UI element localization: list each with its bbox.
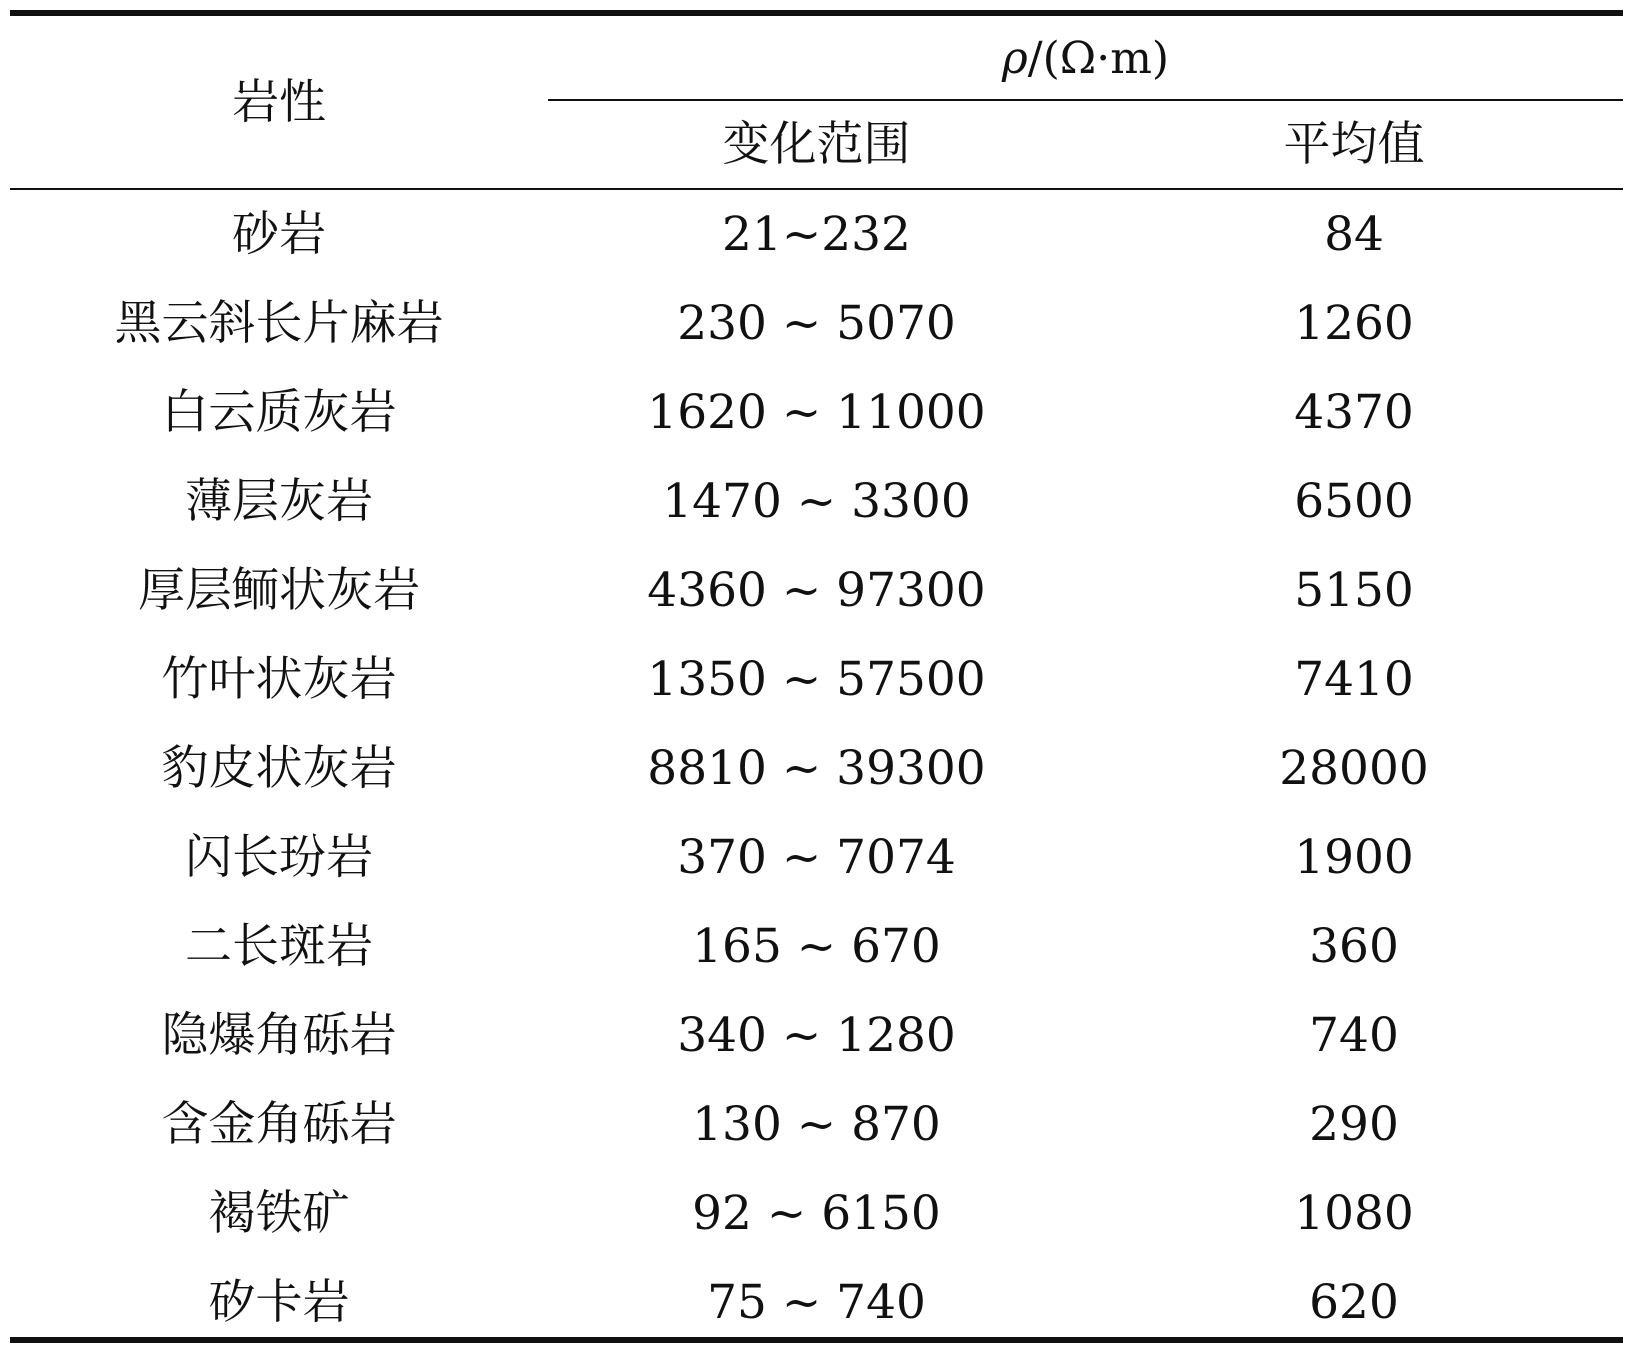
lithology-cell: 薄层灰岩 <box>185 474 373 529</box>
mean-cell: 1260 <box>1294 296 1414 351</box>
lithology-cell: 矽卡岩 <box>208 1275 350 1330</box>
lithology-cell: 白云质灰岩 <box>161 385 397 440</box>
lithology-cell: 隐爆角砾岩 <box>161 1008 397 1063</box>
mean-cell: 740 <box>1309 1008 1399 1063</box>
mean-cell: 5150 <box>1294 563 1414 618</box>
header-lithology: 岩性 <box>232 74 326 130</box>
table-bottom-rule <box>10 1337 1623 1343</box>
mean-cell: 360 <box>1309 919 1399 974</box>
range-cell: 230 ~ 5070 <box>677 296 956 351</box>
lithology-cell: 含金角砾岩 <box>161 1097 397 1152</box>
lithology-cell: 厚层鲕状灰岩 <box>138 563 420 618</box>
range-cell: 4360 ~ 97300 <box>647 563 986 618</box>
header-rho-symbol: ρ <box>1001 33 1028 84</box>
mean-cell: 1080 <box>1294 1186 1414 1241</box>
lithology-cell: 闪长玢岩 <box>185 830 373 885</box>
mean-cell: 290 <box>1309 1097 1399 1152</box>
header-mean: 平均值 <box>1283 117 1425 172</box>
lithology-cell: 竹叶状灰岩 <box>161 652 397 707</box>
header-rho-unit: /(Ω·m) <box>1027 33 1170 84</box>
range-cell: 1470 ~ 3300 <box>662 474 971 529</box>
range-cell: 75 ~ 740 <box>707 1275 926 1330</box>
table-row <box>10 190 1623 279</box>
table-row <box>10 279 1623 368</box>
table-row <box>10 457 1623 546</box>
range-cell: 1620 ~ 11000 <box>647 385 986 440</box>
lithology-cell: 二长斑岩 <box>185 919 373 974</box>
lithology-cell: 豹皮状灰岩 <box>161 741 397 796</box>
table-body <box>10 190 1623 1347</box>
header-range: 变化范围 <box>722 117 911 172</box>
range-cell: 370 ~ 7074 <box>677 830 956 885</box>
range-cell: 8810 ~ 39300 <box>647 741 986 796</box>
range-cell: 165 ~ 670 <box>692 919 941 974</box>
mean-cell: 4370 <box>1294 385 1414 440</box>
range-cell: 1350 ~ 57500 <box>647 652 986 707</box>
lithology-cell: 砂岩 <box>232 207 326 262</box>
range-cell: 92 ~ 6150 <box>692 1186 941 1241</box>
mean-cell: 28000 <box>1279 741 1429 796</box>
mean-cell: 620 <box>1309 1275 1399 1330</box>
range-cell: 21~232 <box>722 207 911 262</box>
range-cell: 340 ~ 1280 <box>677 1008 956 1063</box>
table-row <box>10 902 1623 991</box>
table-row <box>10 724 1623 813</box>
table-row <box>10 368 1623 457</box>
lithology-cell: 黑云斜长片麻岩 <box>114 296 444 351</box>
table-row <box>10 1080 1623 1169</box>
table-row <box>10 1169 1623 1258</box>
header-resistivity <box>548 20 1623 98</box>
table-row <box>10 635 1623 724</box>
lithology-cell: 褐铁矿 <box>208 1186 350 1241</box>
table-row <box>10 1258 1623 1347</box>
mean-cell: 6500 <box>1294 474 1414 529</box>
table-row <box>10 813 1623 902</box>
range-cell: 130 ~ 870 <box>692 1097 941 1152</box>
mean-cell: 1900 <box>1294 830 1414 885</box>
mean-cell: 7410 <box>1294 652 1414 707</box>
mean-cell: 84 <box>1324 207 1384 262</box>
table-row <box>10 991 1623 1080</box>
table-row <box>10 546 1623 635</box>
